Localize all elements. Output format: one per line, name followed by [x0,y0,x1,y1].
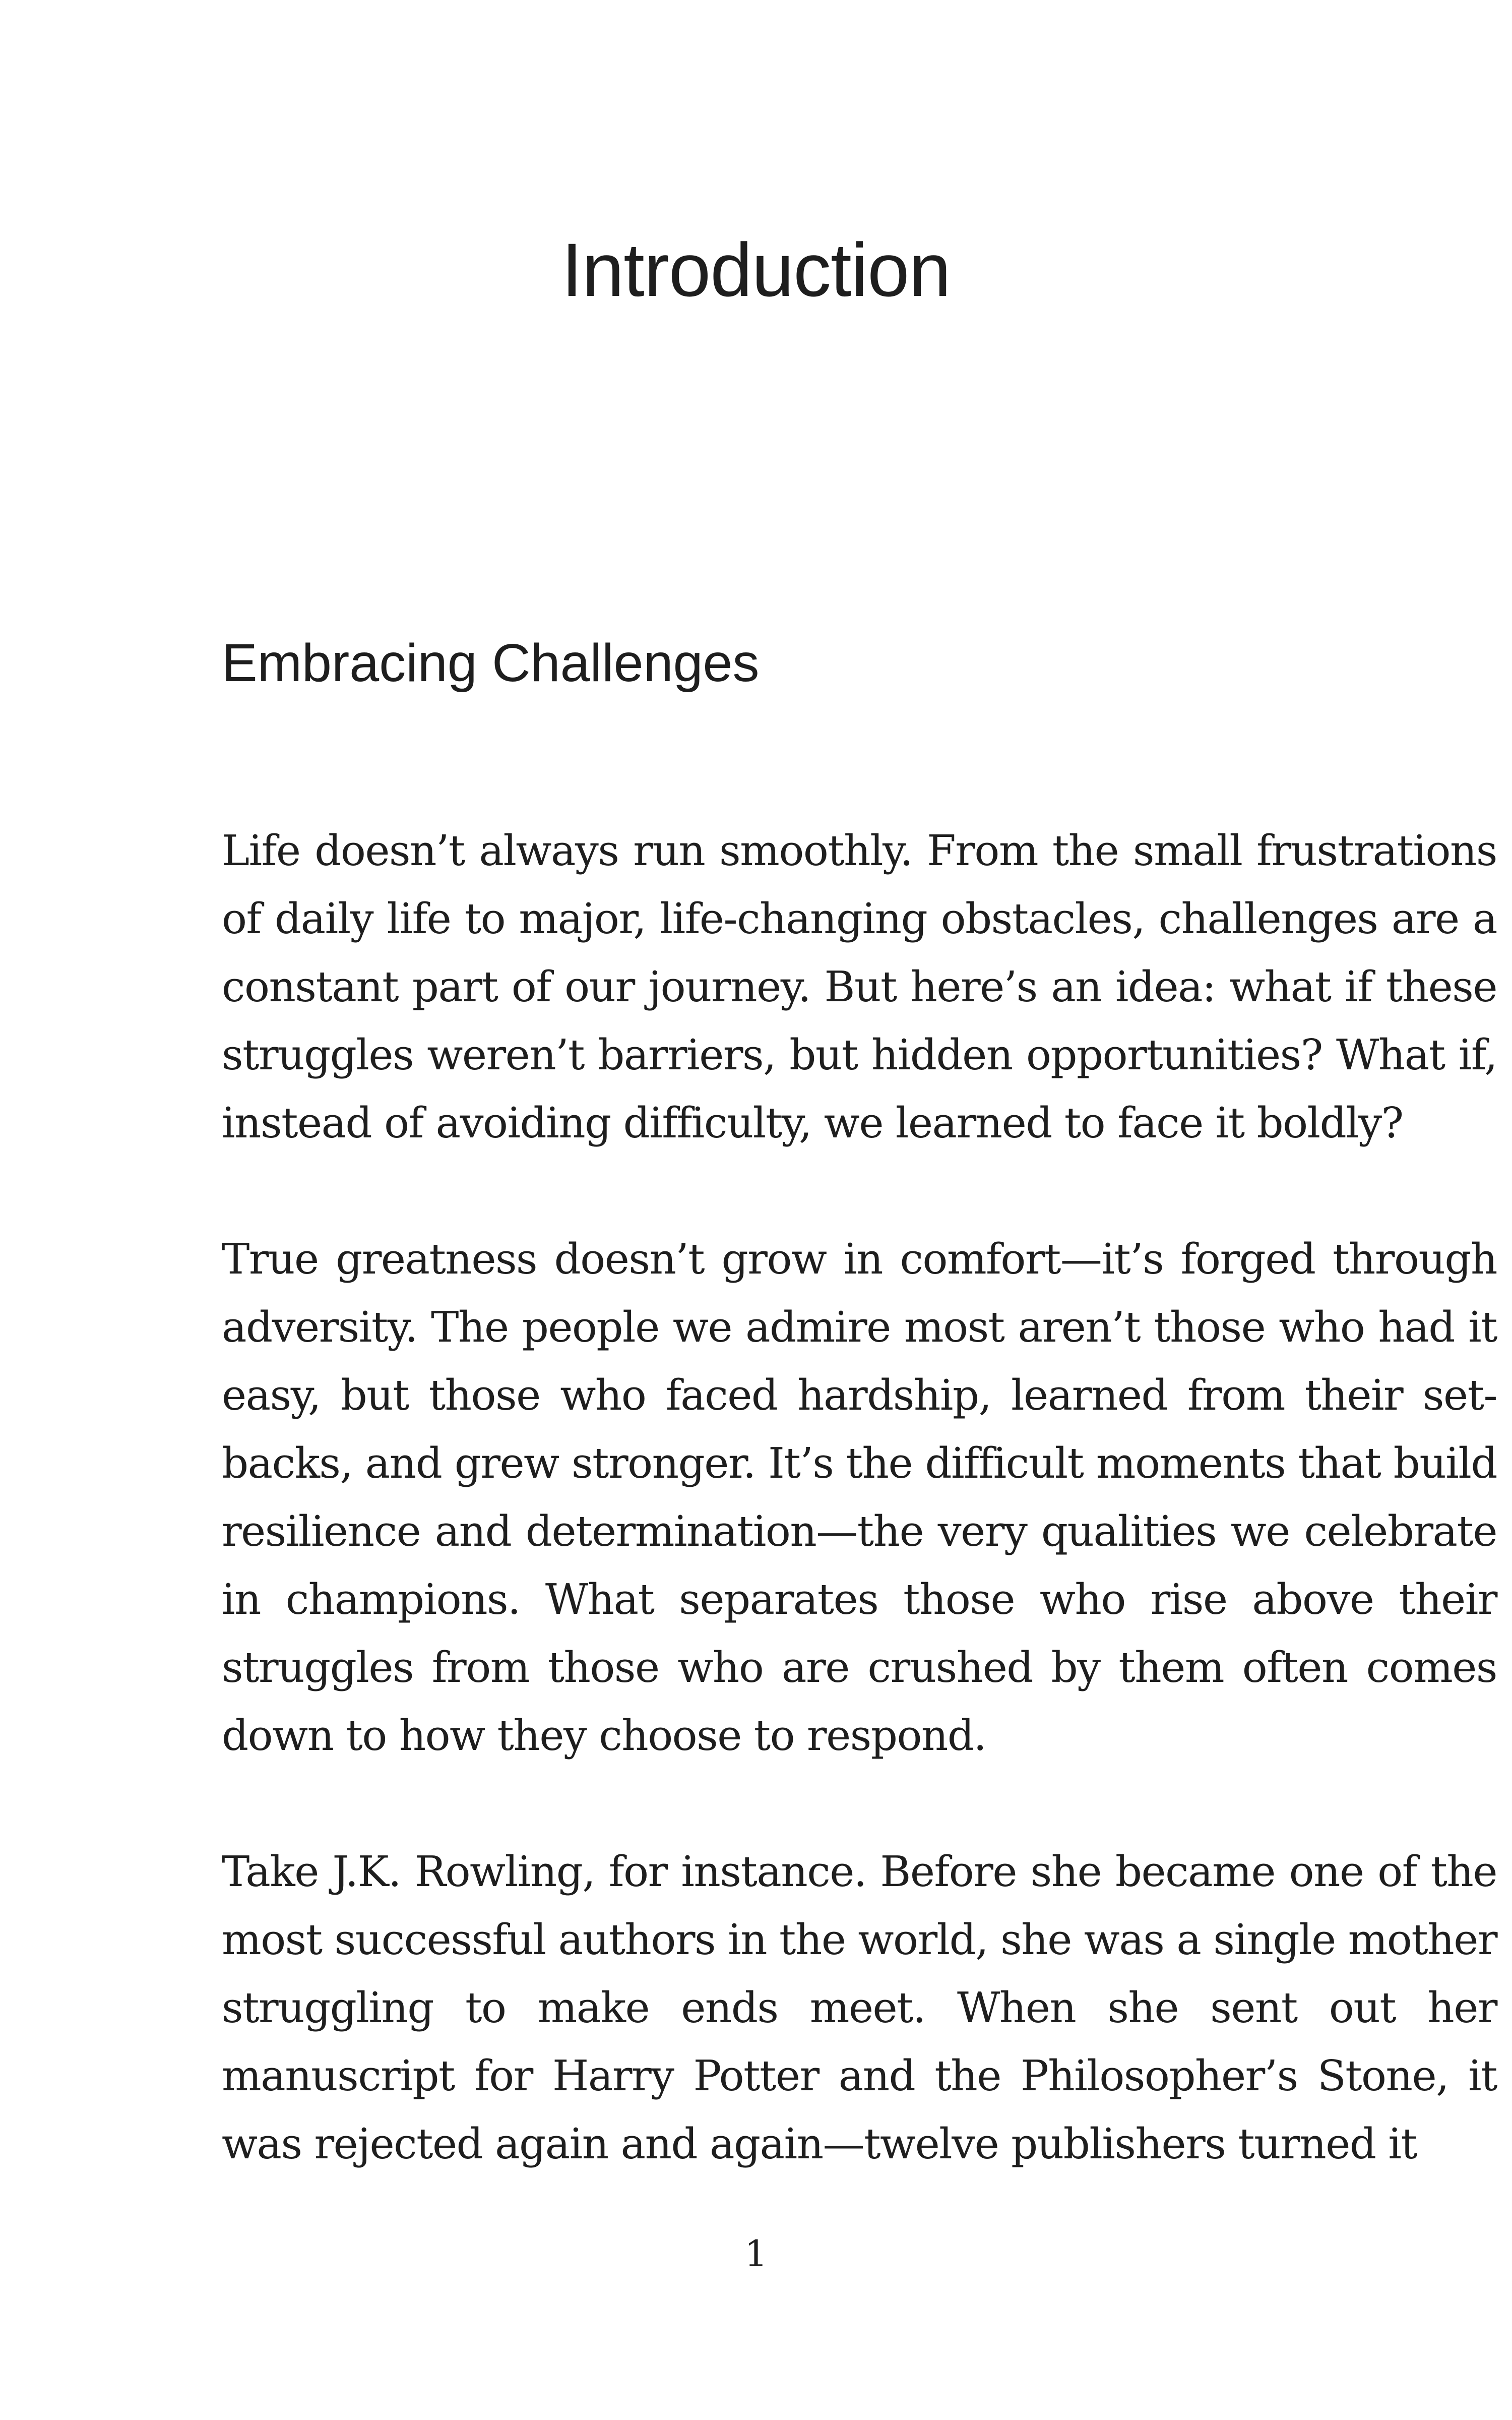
chapter-title: Introduction [561,227,951,312]
paragraph: Life doesn’t always run smoothly. From the small frustrations of daily life to major, life-changing obstacles, challenges are a constant part of our journey. But here’s an idea: what if these struggles weren’t barriers, but hidden opportunities? What if, instead of avoiding difficulty, we learned to face it boldly? [222,826,1497,1147]
section-heading: Embracing Challenges [222,633,760,693]
paragraph: True greatness doesn’t grow in comfort—it’s forged through adversity. The people we admire most aren’t those who had it easy, but those who faced hardship, learned from their set-backs, and grew stronger. It’s the difficult moments that build resilience and determination—the very qualities we celebrate in champions. What separates those who rise above their struggles from those who are crushed by them often comes down to how they choose to respond. [222,1235,1497,1760]
page-number: 1 [744,2232,768,2275]
paragraph: Take J.K. Rowling, for instance. Before she became one of the most successful authors in the world, she was a single mother struggling to make ends meet. When she sent out her manuscript for Harry Potter and the Philosopher’s Stone, it was rejected again and again—twelve publishers turned it [222,1847,1497,2168]
body-text [222,817,1497,2246]
